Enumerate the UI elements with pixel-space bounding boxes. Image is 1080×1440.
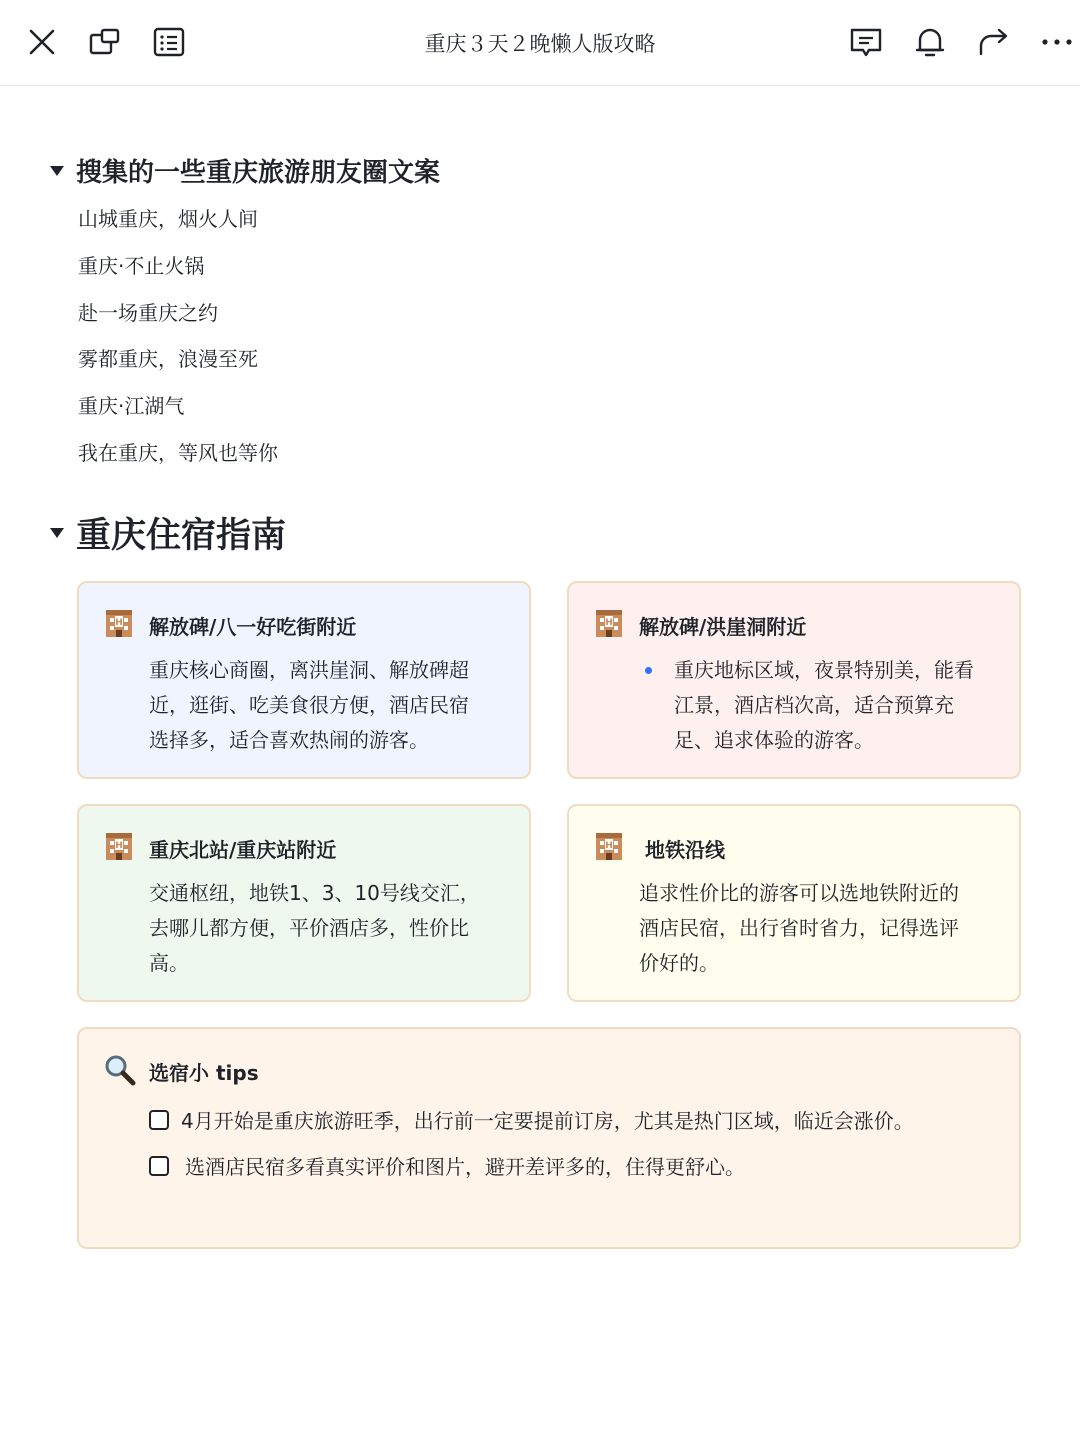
- card-body-line: 高。: [149, 951, 189, 975]
- tip-text: 4月开始是重庆旅游旺季，出行前一定要提前订房，尤其是热门区域，临近会涨价。: [181, 1109, 914, 1133]
- hotel-icon: [103, 607, 135, 639]
- card-body-line: 价好的。: [639, 951, 719, 975]
- collapse-caret-icon[interactable]: [50, 166, 64, 176]
- page-title: 重庆３天２晚懒人版攻略: [424, 32, 656, 56]
- moments-heading: 搜集的一些重庆旅游朋友圈文案: [76, 158, 441, 188]
- magnifier-icon: [103, 1053, 135, 1085]
- card-body: [149, 876, 480, 981]
- moments-line: 山城重庆，烟火人间: [78, 207, 258, 231]
- lodging-section-heading[interactable]: [50, 508, 286, 558]
- card-title: 地铁沿线: [645, 838, 725, 862]
- lodging-card-jiefangbei-hongyadong: [567, 581, 1021, 779]
- comment-icon[interactable]: [846, 22, 886, 62]
- card-body: [149, 653, 469, 758]
- card-body-line: 选择多，适合喜欢热闹的游客。: [149, 728, 429, 752]
- moments-line: 重庆·江湖气: [78, 394, 185, 418]
- moments-line: 赴一场重庆之约: [78, 301, 218, 325]
- collapse-caret-icon[interactable]: [50, 528, 64, 538]
- hotel-icon: [593, 830, 625, 862]
- card-title: 解放碑/洪崖洞附近: [639, 615, 807, 639]
- card-body-line: 去哪儿都方便，平价酒店多，性价比: [149, 916, 469, 940]
- card-body-line: 交通枢纽，地铁1、3、10号线交汇，: [149, 881, 480, 905]
- hotel-icon: [593, 607, 625, 639]
- tip-item[interactable]: [149, 1105, 914, 1134]
- tips-title: 选宿小 tips: [149, 1061, 259, 1085]
- moments-line: 重庆·不止火锅: [78, 254, 205, 278]
- hotel-icon: [103, 830, 135, 862]
- card-body: [639, 876, 959, 981]
- card-body-line: 酒店民宿，出行省时省力，记得选评: [639, 916, 959, 940]
- svg-text:H: H: [605, 841, 613, 851]
- card-body-line: 近，逛街、吃美食很方便，酒店民宿: [149, 693, 469, 717]
- moments-line: 我在重庆，等风也等你: [78, 441, 278, 465]
- svg-text:H: H: [115, 841, 123, 851]
- svg-text:H: H: [115, 618, 123, 628]
- lodging-heading: 重庆住宿指南: [76, 516, 287, 556]
- moments-section-heading[interactable]: [50, 152, 440, 189]
- lodging-tips-card: [77, 1027, 1021, 1249]
- lodging-card-metro: [567, 804, 1021, 1002]
- svg-text:H: H: [605, 618, 613, 628]
- share-icon[interactable]: [974, 22, 1014, 62]
- bullet-icon: [645, 667, 652, 674]
- card-body-line: 江景，酒店档次高，适合预算充: [674, 693, 954, 717]
- card-title: 重庆北站/重庆站附近: [149, 838, 337, 862]
- more-icon[interactable]: [1037, 22, 1077, 62]
- card-body: [674, 653, 974, 758]
- bell-icon[interactable]: [910, 22, 950, 62]
- lodging-card-jiefangbei-bayi: [77, 581, 531, 779]
- top-bar: [0, 0, 1080, 86]
- card-title: 解放碑/八一好吃街附近: [149, 615, 357, 639]
- tip-checkbox[interactable]: [149, 1156, 169, 1176]
- lodging-card-north-station: [77, 804, 531, 1002]
- card-body-line: 重庆地标区域，夜景特别美，能看: [674, 658, 974, 682]
- tip-checkbox[interactable]: [149, 1110, 169, 1130]
- card-body-line: 追求性价比的游客可以选地铁附近的: [639, 881, 959, 905]
- tip-item[interactable]: [149, 1151, 745, 1180]
- card-body-line: 足、追求体验的游客。: [674, 728, 874, 752]
- moments-line: 雾都重庆，浪漫至死: [78, 347, 258, 371]
- tip-text: 选酒店民宿多看真实评价和图片，避开差评多的，住得更舒心。: [185, 1155, 745, 1179]
- card-body-line: 重庆核心商圈，离洪崖洞、解放碑超: [149, 658, 469, 682]
